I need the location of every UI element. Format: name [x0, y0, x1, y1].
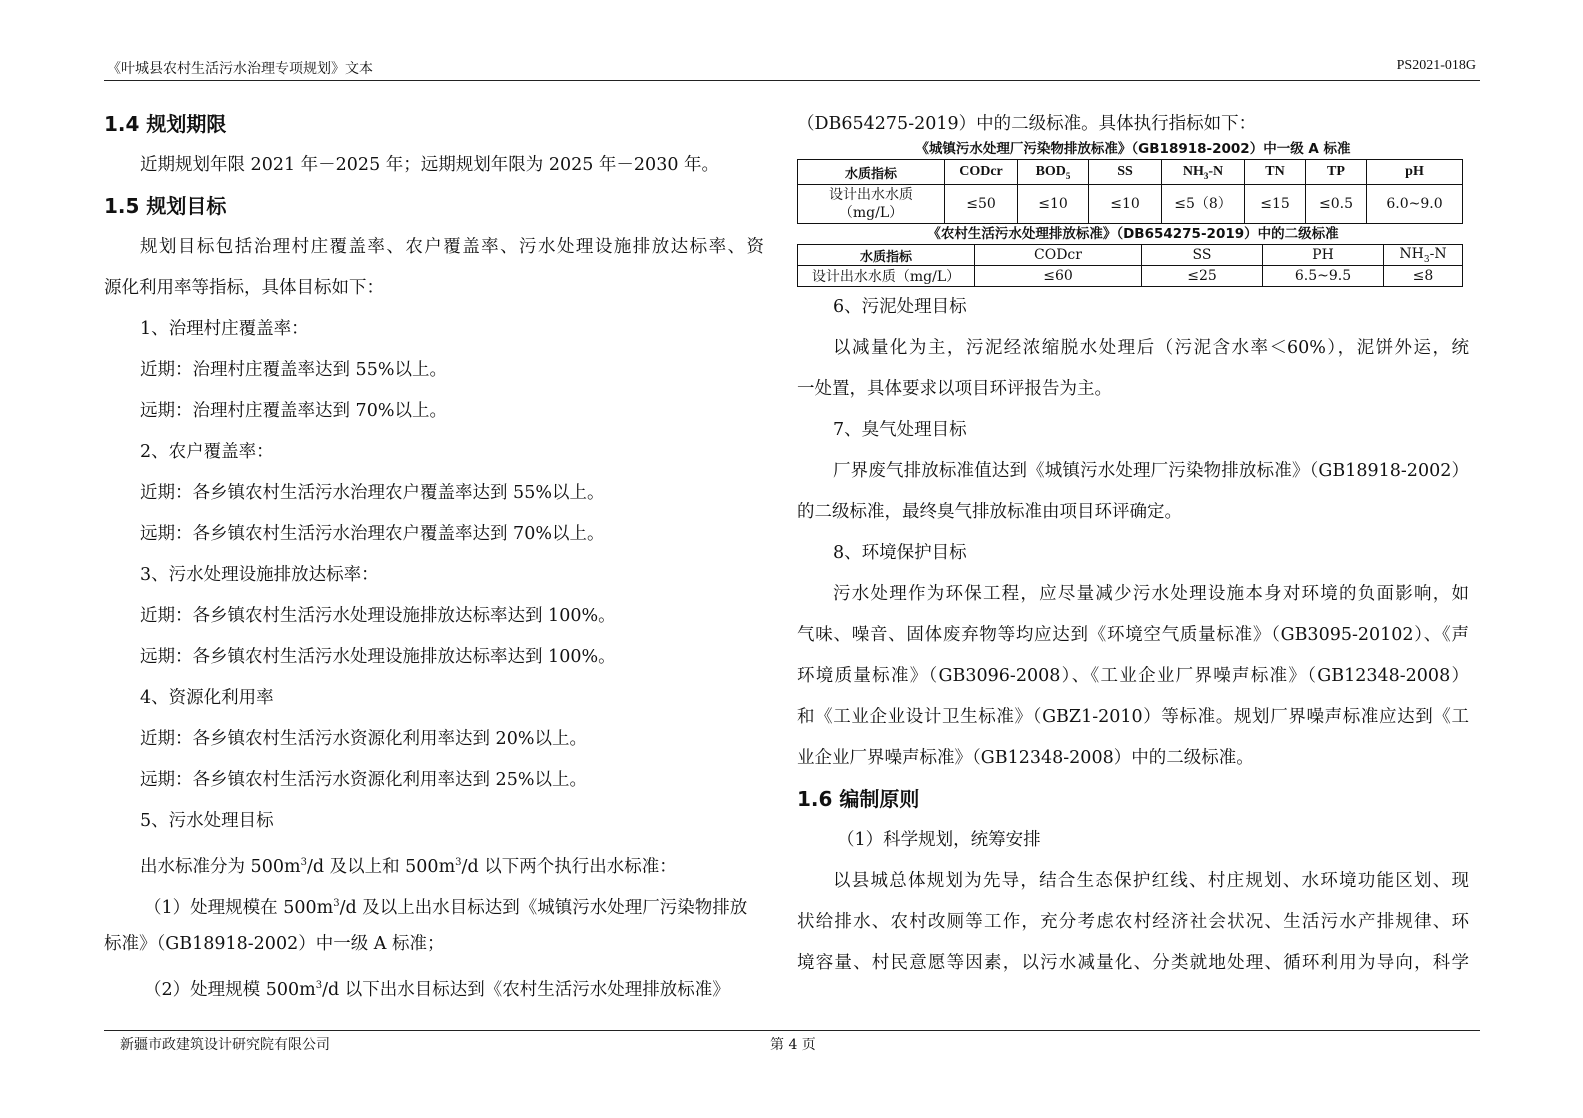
paragraph: 污水处理作为环保工程，应尽量减少污水处理设施本身对环境的负面影响，如: [833, 584, 1469, 604]
list-item: 1、治理村庄覆盖率：: [140, 319, 309, 339]
header-doc-code: PS2021-018G: [1396, 58, 1476, 73]
left-column: [104, 104, 764, 1006]
table-row: [798, 160, 1463, 185]
table-row: [798, 185, 1463, 224]
list-item: 远期：各乡镇农村生活污水治理农户覆盖率达到 70%以上。: [140, 524, 605, 544]
table-cell: 设计出水水质（mg/L）: [798, 266, 975, 287]
table1-caption: 《城镇污水处理厂污染物排放标准》（GB18918-2002）中一级 A 标准: [915, 141, 1351, 157]
list-item: 5、污水处理目标: [140, 811, 274, 831]
table-cell: ≤15: [1245, 185, 1306, 224]
paragraph: 源化利用率等指标，具体目标如下：: [104, 278, 384, 298]
paragraph: 气味、噪音、固体废弃物等均应达到《环境空气质量标准》（GB3095-20102）、《声: [797, 625, 1469, 645]
section-1-6-title: 1.6 编制原则: [797, 787, 920, 811]
table-cell: ≤5（8）: [1162, 185, 1245, 224]
paragraph: 出水标准分为 $500m^3/d$ 及以上和 $500m^3/d$ 以下两个执行出水标准：: [140, 856, 677, 877]
list-item: 近期：各乡镇农村生活污水治理农户覆盖率达到 55%以上。: [140, 483, 605, 503]
paragraph: 环境质量标准》（GB3096-2008）、《工业企业厂界噪声标准》（GB12348-2008）: [797, 666, 1469, 686]
paragraph: 和《工业企业设计卫生标准》（GBZ1-2010）等标准。规划厂界噪声标准应达到《工: [797, 707, 1469, 727]
paragraph: 标准》（GB18918-2002）中一级 A 标准；: [104, 934, 445, 954]
table-cell: ≤10: [1018, 185, 1089, 224]
list-item: 7、臭气处理目标: [833, 420, 967, 440]
list-item: 6、污泥处理目标: [833, 297, 967, 317]
table-header: SS: [1089, 160, 1162, 185]
paragraph: 规划目标包括治理村庄覆盖率、农户覆盖率、污水处理设施排放达标率、资: [140, 237, 764, 257]
paragraph: 厂界废气排放标准值达到《城镇污水处理厂污染物排放标准》（GB18918-2002）: [833, 461, 1469, 481]
list-item: 远期：各乡镇农村生活污水处理设施排放达标率达到 100%。: [140, 647, 616, 667]
table-header: CODcr: [945, 160, 1018, 185]
table-cell: ≤50: [945, 185, 1018, 224]
table-cell: 6.0~9.0: [1367, 185, 1463, 224]
table-header: CODcr: [975, 245, 1142, 266]
right-column: [797, 104, 1469, 984]
paragraph: 状给排水、农村改厕等工作，充分考虑农村经济社会状况、生活污水产排规律、环: [797, 912, 1469, 932]
table-cell: ≤60: [975, 266, 1142, 287]
section-1-4-title: 1.4 规划期限: [104, 112, 227, 136]
list-item: 远期：各乡镇农村生活污水资源化利用率达到 25%以上。: [140, 770, 587, 790]
paragraph: （1）处理规模在 $500m^3/d$ 及以上出水目标达到《城镇污水处理厂污染物排放: [144, 897, 748, 918]
table-cell: ≤25: [1142, 266, 1263, 287]
paragraph: 以减量化为主，污泥经浓缩脱水处理后（污泥含水率＜60%），泥饼外运，统: [833, 338, 1469, 358]
table2-caption: 《农村生活污水处理排放标准》（DB654275-2019）中的二级标准: [927, 226, 1339, 242]
paragraph: （2）处理规模 $500m^3/d$ 以下出水目标达到《农村生活污水处理排放标准》: [144, 979, 730, 1000]
table-header: 水质指标: [798, 160, 945, 185]
paragraph: 境容量、村民意愿等因素，以污水减量化、分类就地处理、循环利用为导向，科学: [797, 953, 1469, 973]
list-item: 3、污水处理设施排放达标率：: [140, 565, 379, 585]
table-row: [798, 245, 1463, 266]
list-item: 2、农户覆盖率：: [140, 442, 274, 462]
list-item: 8、环境保护目标: [833, 543, 967, 563]
table-header: TP: [1306, 160, 1367, 185]
table-header: PH: [1263, 245, 1384, 266]
page-number: 第 4 页: [770, 1037, 816, 1053]
header-rule: [104, 80, 1480, 81]
paragraph: （DB654275-2019）中的二级标准。具体执行指标如下：: [797, 114, 1257, 134]
list-item: 4、资源化利用率: [140, 688, 274, 708]
table-header: 水质指标: [798, 245, 975, 266]
list-item: （1）科学规划，统筹安排: [837, 830, 1041, 850]
paragraph: 以县城总体规划为先导，结合生态保护红线、村庄规划、水环境功能区划、现: [833, 871, 1469, 891]
table-cell: ≤8: [1384, 266, 1463, 287]
table-header: TN: [1245, 160, 1306, 185]
list-item: 远期：治理村庄覆盖率达到 70%以上。: [140, 401, 447, 421]
table-header: $NH_3-N$: [1384, 245, 1463, 266]
paragraph: 一处置，具体要求以项目环评报告为主。: [797, 379, 1112, 399]
table-header: $NH_3-N$: [1162, 160, 1245, 185]
table-cell: ≤10: [1089, 185, 1162, 224]
footer-org: 新疆市政建筑设计研究院有限公司: [120, 1037, 330, 1053]
table1: [797, 159, 1463, 224]
list-item: 近期：治理村庄覆盖率达到 55%以上。: [140, 360, 447, 380]
table2: [797, 244, 1463, 287]
table-cell: 设计出水水质 （mg/L）: [798, 185, 945, 224]
section-1-5-title: 1.5 规划目标: [104, 194, 227, 218]
header-title: 《叶城县农村生活污水治理专项规划》文本: [107, 61, 373, 77]
list-item: 近期：各乡镇农村生活污水资源化利用率达到 20%以上。: [140, 729, 587, 749]
table-header: SS: [1142, 245, 1263, 266]
table-cell: 6.5~9.5: [1263, 266, 1384, 287]
paragraph: 的二级标准，最终臭气排放标准由项目环评确定。: [797, 502, 1182, 522]
paragraph: 近期规划年限 2021 年－2025 年；远期规划年限为 2025 年－2030 年。: [140, 155, 720, 175]
list-item: 近期：各乡镇农村生活污水处理设施排放达标率达到 100%。: [140, 606, 616, 626]
footer-rule: [104, 1030, 1480, 1031]
table-header: pH: [1367, 160, 1463, 185]
paragraph: 业企业厂界噪声标准》（GB12348-2008）中的二级标准。: [797, 748, 1254, 768]
table-header: $BOD_5$: [1018, 160, 1089, 185]
table-cell: ≤0.5: [1306, 185, 1367, 224]
table-row: [798, 266, 1463, 287]
